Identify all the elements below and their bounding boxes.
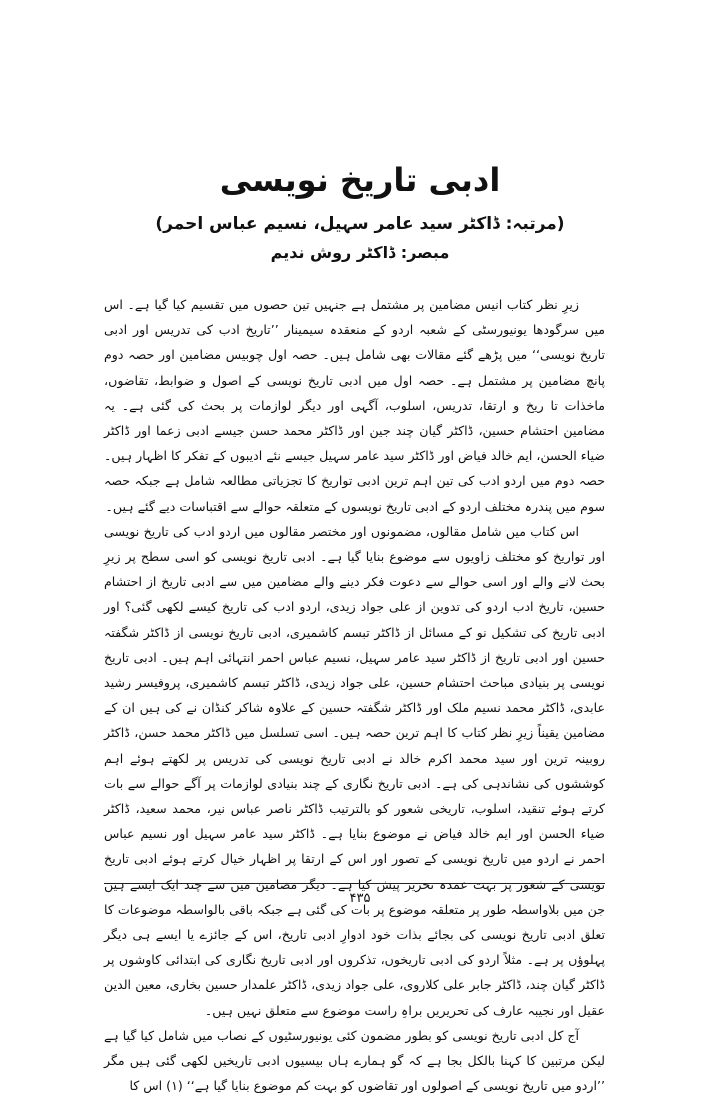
- body-paragraph: اس کتاب میں شامل مقالوں، مضمونوں اور مختصر مقالوں میں اردو ادب کی تاریخ نویسی اور تواریخ کو مختلف زاویوں سے موضوع بنایا گیا ہے۔ ادبی تاریخ نویسی کو اسی سطح پر زیرِ بحث لانے والے اور اسی حوالے سے دعوت فکر دینے والے مضامین میں سے ادبی تاریخ از احتشام حسین، تاریخ ادب اردو کی تدوین از علی جواد زیدی، اردو ادب کی تاریخ کیسے لکھی گئی؟ اور ادبی تاریخ کی تشکیل نو کے مسائل از ڈاکٹر تبسم کاشمیری، ادبی تاریخ نویسی از ڈاکٹر شگفتہ حسین اور ادبی تاریخ از ڈاکٹر سید عامر سہیل، نسیم عباس احمر انتہائی اہم ہیں۔ ادبی تاریخ نویسی پر بنیادی مباحث احتشام حسین، علی جواد زیدی، ڈاکٹر تبسم کاشمیری، پروفیسر رشید عابدی، ڈاکٹر محمد نسیم ملک اور ڈاکٹر شگفتہ حسین کے علاوہ شاکر کنڈان نے کی ہیں ان کے مضامین یقیناً زیرِ نظر کتاب کا اہم ترین حصہ ہیں۔ اسی تسلسل میں ڈاکٹر محمد حسن، ڈاکٹر روبینہ ترین اور سید محمد اکرم خالد نے ادبی تاریخ نویسی کی تدریس پر لکھتے ہوئے اہم کوششوں کی نشاندہی کی ہے۔ ادبی تاریخ نگاری کے چند بنیادی لوازمات پر آگے حوالے سے بات کرتے ہوئے تنقید، اسلوب، تاریخی شعور کو بالترتیب ڈاکٹر ناصر عباس نیر، محمد سعید، ڈاکٹر ضیاء الحسن اور ایم خالد فیاض نے موضوع بنایا ہے۔ ڈاکٹر سید عامر سہیل اور نسیم عباس احمر نے اردو میں تاریخ نویسی کے تصور اور اس کے ارتقا پر اظہار خیال کرتے ہوئے ادبی تاریخ نویسی کے شعور پر بہت عمدہ تحریر پیش کیا ہے۔ دیگر مضامین میں سے چند ایک ایسے ہیں جن میں بلاواسطہ طور پر متعلقہ موضوع پر بات کی گئی ہے جبکہ باقی بالواسطہ موضوعات کا تعلق ادبی تاریخ نویسی کی بجائے بذات خود ادوارِ ادبی تاریخ، اس کے جائزے یا ایسے ہی دیگر پہلوؤں پر ہے۔ مثلاً اردو کی ادبی تاریخوں، تذکروں اور ادبی تاریخ نگاری کی ابتدائی کاوشوں پر ڈاکٹر گیان چند، ڈاکٹر جابر علی کلاروی، علی جواد زیدی، ڈاکٹر علمدار حسین بخاری، معین الدین عقیل اور نجیبہ عارف کی تحریریں براہِ راست موضوع سے متعلق نہیں ہیں۔: [104, 523, 605, 1018]
- body-paragraph: آج کل ادبی تاریخ نویسی کو بطور مضمون کئی یونیورسٹیوں کے نصاب میں شامل کیا گیا ہے لیکن مرتبین کا کہنا بالکل بجا ہے کہ گو ہمارے ہاں بیسیوں ادبی تاریخیں لکھی گئی ہیں مگر ’’اردو میں تاریخ نویسی کے اصولوں اور تقاضوں کو بہت کم موضوع بنایا گیا ہے‘‘ (۱) اس کا: [104, 1027, 605, 1094]
- article-byline: (مرتبہ: ڈاکٹر سید عامر سہیل، نسیم عباس احمر): [155, 214, 565, 234]
- article-body: [104, 292, 605, 1099]
- article-title: ادبی تاریخ نویسی: [219, 161, 501, 199]
- article-reviewer: مبصر: ڈاکٹر روش ندیم: [270, 243, 450, 262]
- body-paragraph: زیرِ نظر کتاب انیس مضامین پر مشتمل ہے جنہیں تین حصوں میں تقسیم کیا گیا ہے۔ اس میں سرگودھا یونیورسٹی کے شعبہ اردو کے منعقدہ سیمینار ’’تاریخ ادب کی تدریس اور ادبی تاریخ نویسی‘‘ میں پڑھے گئے مقالات بھی شامل ہیں۔ حصہ اول چوبیس مضامین اور حصہ دوم پانچ مضامین پر مشتمل ہے۔ حصہ اول میں ادبی تاریخ نویسی کے اصول و ضوابط، تقاضوں، ماخذات تا ریخ و ارتقا، تدریس، اسلوب، آگہی اور دیگر لوازمات پر بحث کی گئی ہے۔ یہ مضامین احتشام حسین، ڈاکٹر گیان چند جین اور ڈاکٹر محمد حسن جیسے ادبی زعما اور ڈاکٹر ضیاء الحسن، ایم خالد فیاض اور ڈاکٹر سید عامر سہیل جیسے نئے ادیبوں کے تفکر کا اظہار ہیں۔ حصہ دوم میں اردو ادب کی تین اہم ترین ادبی تواریخ کا تجزیاتی مطالعہ شامل ہے جبکہ حصہ سوم میں پندرہ مختلف اردو کے ادبی تاریخ نویسوں کے متعلقہ حوالے سے اقتباسات دیے گئے ہیں۔: [104, 297, 605, 514]
- page-number: ۴۳۵: [349, 891, 371, 906]
- footer-divider: [104, 883, 605, 884]
